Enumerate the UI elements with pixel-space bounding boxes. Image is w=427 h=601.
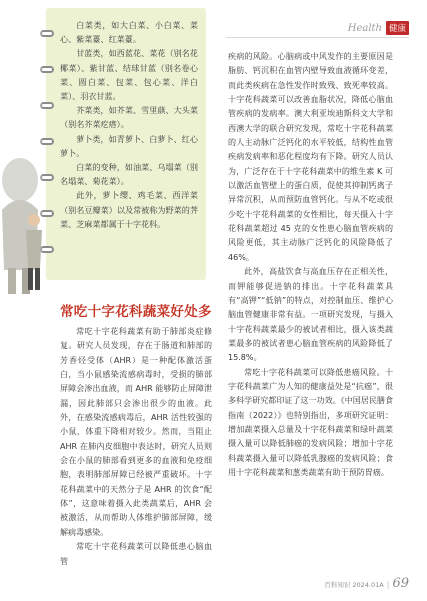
section-title: 常吃十字花科蔬菜好处多 <box>60 304 212 320</box>
vegetable-categories-notebook <box>46 8 206 280</box>
article-paragraph: 常吃十字花科蔬菜可以降低患心脑血管 <box>60 542 212 566</box>
article-paragraph: 常吃十字花科蔬菜有助于肺部炎症修复。研究人员发现，存在于肠道和肺部的芳香烃受体（AHR）是一种配体激活蛋白，当小鼠感染流感病毒时，受损的肺部屏障会渗出血液，而 AHR 能够防止屏障泄漏，因此肺部只会渗出很少的血液。此外，在感染流感病毒后，AHR 活性较强的小鼠，体重下降相对较少。然而，当阻止 AHR 在肺内皮细胞中表达时，研究人员则会在小鼠的肺部看到更多的血液和免疫细胞，表明肺部屏障已经被严重破坏。十字花科蔬菜中的天然分子是 AHR 的饮食“配体”，这意味着摄入此类蔬菜后，AHR 会被激活，从而帮助人体维护肺部屏障，缓解病毒感染。 <box>60 327 212 537</box>
notebook-paragraph: 甘蓝类，如西蓝花、菜花（别名花椰菜）、紫甘蓝、结球甘蓝（别名卷心菜、圆白菜、包菜、包心菜、洋白菜）、羽衣甘蓝。 <box>60 48 198 102</box>
binding-ring-icon <box>40 246 54 253</box>
article-paragraph: 常吃十字花科蔬菜可以降低患癌风险。十字花科蔬菜广为人知的健康益处是“抗癌”，很多科学研究都印证了这一功效。《中国居民膳食指南（2022）》也特别指出，多项研究证明：增加蔬菜摄入总量及十字花科蔬菜和绿叶蔬菜摄入量可以降低肺癌的发病风险；增加十字花科蔬菜摄入量可以降低乳腺癌的发病风险；食用十字花科蔬菜和葱类蔬菜有助于预防胃癌。 <box>228 367 393 477</box>
article-paragraph: 疾病的风险。心脑病或中风发作的主要原因是脂肪、钙沉积在血管内壁导致血液循环变差，而此类疾病在急性发作时致残、致死率较高。十字花科蔬菜可以改善血脂状况，降低心脑血管疾病的发病率。澳大利亚埃迪斯科文大学和西澳大学的联合研究发现，常吃十字花科蔬菜的人主动脉广泛钙化的水平较低，结构性血管疾病发病率和恶化程度均有下降。研究人员认为，广泛存在于十字花科蔬菜中的维生素 K 可以激活血管壁上的蛋白质，促使其抑制钙离子异常沉积，从而预防血管钙化。与从不吃或很少吃十字花科蔬菜的女性相比，每天摄入十字花科蔬菜超过 45 克的女性患心脑血管疾病的风险更低，其主动脉广泛钙化的风险降低了 46%。 <box>228 52 393 262</box>
header-divider <box>226 37 409 38</box>
binding-ring-icon <box>40 30 54 37</box>
section-label-badge: 健康 <box>386 21 409 35</box>
notebook-paragraph: 白菜类，如大白菜、小白菜、菜心、紫菜薹、红菜薹。 <box>60 20 198 45</box>
binding-ring-icon <box>40 210 54 217</box>
notebook-paragraph: 此外，萝卜缨、鸡毛菜、西洋菜（别名豆瓣菜）以及常被称为野菜的荠菜、芝麻菜都属于十字花科。 <box>60 190 198 229</box>
notebook-paragraph: 芥菜类，如芥菜、雪里蕻、大头菜（别名芥菜疙瘩）。 <box>60 105 198 130</box>
page-footer <box>324 576 409 591</box>
section-header <box>348 21 409 35</box>
magazine-issue: 百科知识 2024.01A <box>324 581 384 589</box>
binding-ring-icon <box>40 138 54 145</box>
article-column-left <box>60 325 212 569</box>
page-number: 69 <box>392 576 409 591</box>
binding-ring-icon <box>40 174 54 181</box>
section-label-en: Health <box>347 22 382 34</box>
article-column-right <box>228 50 393 480</box>
binding-ring-icon <box>40 102 54 109</box>
article-paragraph: 此外，高盐饮食与高血压存在正相关性，而钾能够促进钠的排出。十字花科蔬菜具有“高钾”“低钠”的特点，对控制血压、维护心脑血管健康非常有益。一项研究发现，与摄入十字花科蔬菜最少的被试者相比，摄入该类蔬菜最多的被试者患心脑血管疾病的风险降低了 15.8%。 <box>228 267 393 363</box>
binding-ring-icon <box>40 66 54 73</box>
notebook-paragraph: 白菜的变种，如油菜、乌塌菜（别名塌菜、菊花菜）。 <box>60 162 198 187</box>
notebook-paragraph: 萝卜类，如青萝卜、白萝卜、红心萝卜。 <box>60 133 198 158</box>
footer-separator: | <box>386 580 390 589</box>
decorative-figures-image <box>0 150 45 300</box>
notebook-binding <box>40 30 54 253</box>
